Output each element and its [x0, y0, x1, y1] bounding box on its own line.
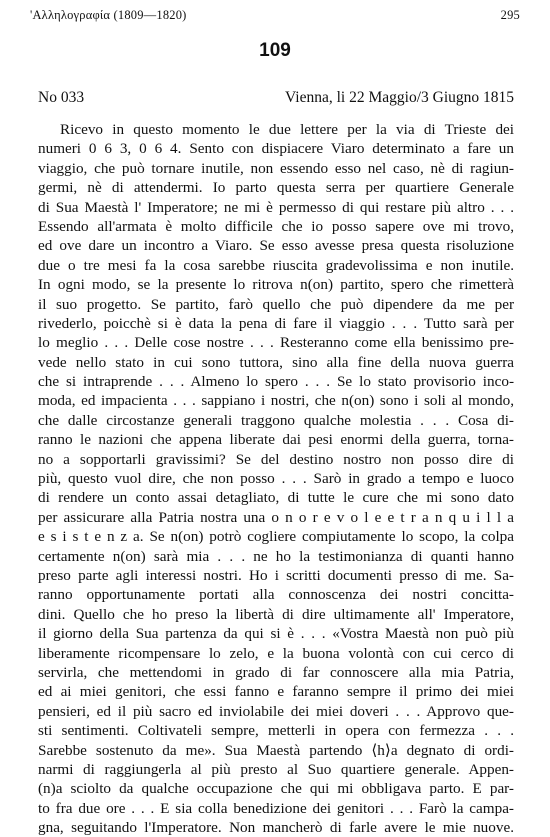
text-line: (n)a sciolto da qualche occupazione che qui mi obbligava parto. E par- [38, 780, 514, 798]
text-line: due o tre mesi fa la cosa sarebbe riuscita gradevolissima e non inutile. [38, 256, 514, 274]
letter-meta [38, 89, 514, 111]
text-line: moda, ed impacienta . . . sappiano i nostri, che n(on) sono i soli al mondo, [38, 392, 514, 410]
text-line: gna, seguitando l'Imperatore. Non mancherò di farle avere le mie nuove. [38, 819, 514, 837]
text-line: ranno opportunamente portati alla connoscenza dei nostri concitta- [38, 586, 514, 604]
letter-body [38, 120, 514, 837]
text-line: Essendo all'armata è molto difficile che io posso sapere ove mi trovo, [38, 217, 514, 235]
text-line: germi, nè di attendermi. Io parto questa serra per quartiere Generale [38, 179, 514, 197]
text-line: e s i s t e n z a. Se n(on) potrò cogliere compiutamente lo scopo, la colpa [38, 528, 514, 546]
running-header [30, 8, 520, 28]
text-line: dini. Quello che ho preso la libertà di dire ultimamente all' Imperatore, [38, 605, 514, 623]
text-line: servirla, che mettendomi in grado di far connoscere alla mia Patria, [38, 663, 514, 681]
text-line: il giorno della Sua partenza da qui si è . . . «Vostra Maestà non può più [38, 625, 514, 643]
document-number: No 033 [38, 89, 85, 106]
text-line: Sarebbe sostenuto da me». Sua Maestà partendo ⟨h⟩a degnato di ordi- [38, 741, 514, 759]
text-line: numeri 0 6 3, 0 6 4. Sento con dispiacere Viaro determinato a fare un [38, 140, 514, 158]
text-line: ed ove dare un incontro a Viaro. Se esso avesse presa questa risoluzione [38, 237, 514, 255]
text-line: di rendere un conto assai detagliato, di tutte le cure che mi sono dato [38, 489, 514, 507]
text-line: narmi di raggiungerla al più presto al Suo quartiere generale. Appen- [38, 760, 514, 778]
text-line: che dalle circostanze generali traggono qualche molestia . . . Cosa di- [38, 411, 514, 429]
text-line: certamente n(on) sarà mia . . . ne ho la testimonianza di quanti hanno [38, 547, 514, 565]
text-line: ranno le nazioni che appena liberate dai pesi enormi della guerra, torna- [38, 431, 514, 449]
text-line: più, questo vuol dire, che non posso . . . Sarò in grado a tempo e luoco [38, 470, 514, 488]
text-line: liberamente ricompensare lo zelo, e la buona volontà con cui cerco di [38, 644, 514, 662]
place-and-date: Vienna, li 22 Maggio/3 Giugno 1815 [285, 89, 514, 106]
text-line: per assicurare alla Patria nostra una o n o r e v o l e e t r a n q u i l l a [38, 508, 514, 526]
text-line: no a sopportarli gravissimi? Se del destino nostro non posso dire di [38, 450, 514, 468]
text-line: il suo progetto. Se partito, farò quello che può dipendere da me per [38, 295, 514, 313]
text-line: sti sentimenti. Coltivateli sempre, metterli in opera con fermezza . . . [38, 722, 514, 740]
text-line: In ogni modo, se la presente lo ritrova n(on) partito, spero che rimetterà [38, 276, 514, 294]
text-line: to fra due ore . . . E sia colla benedizione dei genitori . . . Farò la campa- [38, 799, 514, 817]
text-line: Ricevo in questo momento le due lettere per la via di Trieste dei [60, 121, 514, 138]
text-line: rivederlo, poicchè si è data la pena di fare il viaggio . . . Tutto sarà per [38, 314, 514, 332]
text-line: vede nello stato in cui sono tuttora, sino alla fine della nuova guerra [38, 353, 514, 371]
text-line: pensieri, ed il più sacro ed inviolabile dei miei doveri . . . Approvo que- [38, 702, 514, 720]
text-line: ed ai miei genitori, che essi fanno e faranno sempre il primo dei miei [38, 683, 514, 701]
letter-number: 109 [259, 40, 291, 61]
text-line: viaggio, che può tornare inutile, non essendo esso nel caso, nè di ragiun- [38, 159, 514, 177]
page-number: 295 [500, 8, 520, 22]
text-line: che si intraprende . . . Almeno lo spero . . . Se lo stato provisorio inco- [38, 373, 514, 391]
running-header-title: 'Αλληλογραφία (1809—1820) [30, 8, 187, 22]
text-line: lo meglio . . . Delle cose nostre . . . Resteranno come ella benissimo pre- [38, 334, 514, 352]
text-line: preso parte agli interessi nostri. Ho i scritti documenti presso di me. Sa- [38, 566, 514, 584]
text-line: di Sua Maestà l' Imperatore; ne mi è permesso di qui restare più altro . . . [38, 198, 514, 216]
